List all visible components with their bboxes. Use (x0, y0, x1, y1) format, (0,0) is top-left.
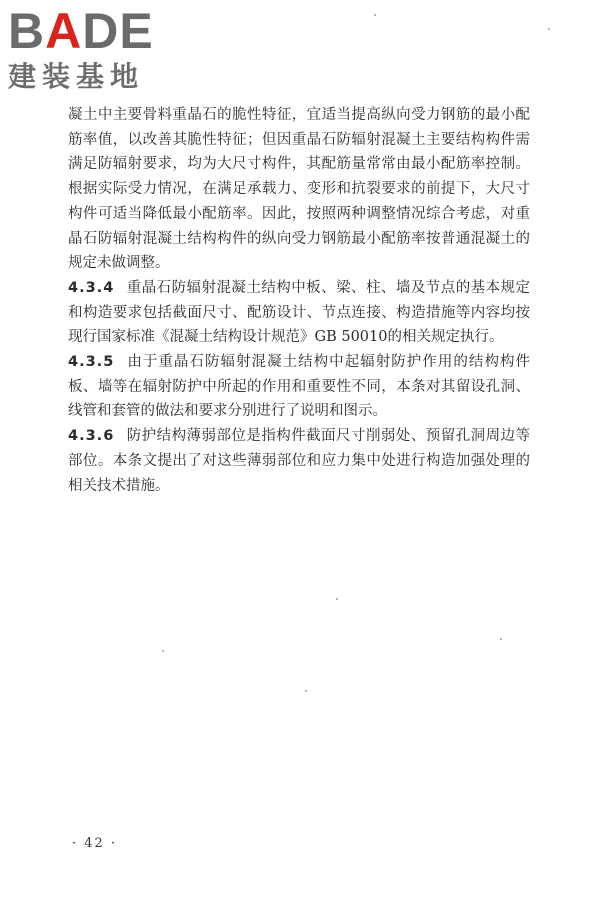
clause-4-3-6 (68, 424, 530, 498)
scan-speck (305, 690, 307, 692)
clause-number: 4.3.4 (68, 279, 115, 296)
clause-number: 4.3.6 (68, 428, 115, 445)
scan-speck (548, 28, 550, 30)
clause-text: 重晶石防辐射混凝土结构中板、梁、柱、墙及节点的基本规定和构造要求包括截面尺寸、配筋设计、节点连接、构造措施等内容均按现行国家标准《混凝土结构设计规范》GB 50010的相关规定执行。 (68, 279, 530, 346)
logo-wordmark (8, 4, 178, 58)
scan-speck (336, 598, 338, 600)
clause-number: 4.3.5 (68, 354, 115, 371)
clause-text: 由于重晶石防辐射混凝土结构中起辐射防护作用的结构构件板、墙等在辐射防护中所起的作用和重要性不同，本条对其留设孔洞、线管和套管的做法和要求分别进行了说明和图示。 (68, 354, 530, 420)
clause-text: 防护结构薄弱部位是指构件截面尺寸削弱处、预留孔洞周边等部位。本条文提出了对这些薄弱部位和应力集中处进行构造加强处理的相关技术措施。 (68, 428, 530, 494)
continuation-paragraph: 凝土中主要骨料重晶石的脆性特征，宜适当提高纵向受力钢筋的最小配筋率值，以改善其脆性特征；但因重晶石防辐射混凝土主要结构构件需满足防辐射要求，均为大尺寸构件，其配筋量常常由最小配筋率控制。根据实际受力情况，在满足承载力、变形和抗裂要求的前提下，大尺寸构件可适当降低最小配筋率。因此，按照两种调整情况综合考虑，对重晶石防辐射混凝土结构构件的纵向受力钢筋最小配筋率按普通混凝土的规定未做调整。 (68, 107, 530, 272)
scan-speck (162, 650, 164, 652)
scan-speck (500, 638, 502, 640)
brand-logo (8, 4, 178, 94)
clause-4-3-5 (68, 350, 530, 424)
logo-letters-de: DE (82, 3, 154, 59)
scan-speck (374, 14, 376, 16)
logo-letter-b: B (8, 3, 46, 59)
logo-subtitle: 建装基地 (8, 60, 145, 93)
document-body (68, 103, 530, 498)
logo-letter-a: A (45, 3, 83, 59)
clause-4-3-4 (68, 276, 530, 350)
page-number: · 42 · (72, 836, 118, 851)
